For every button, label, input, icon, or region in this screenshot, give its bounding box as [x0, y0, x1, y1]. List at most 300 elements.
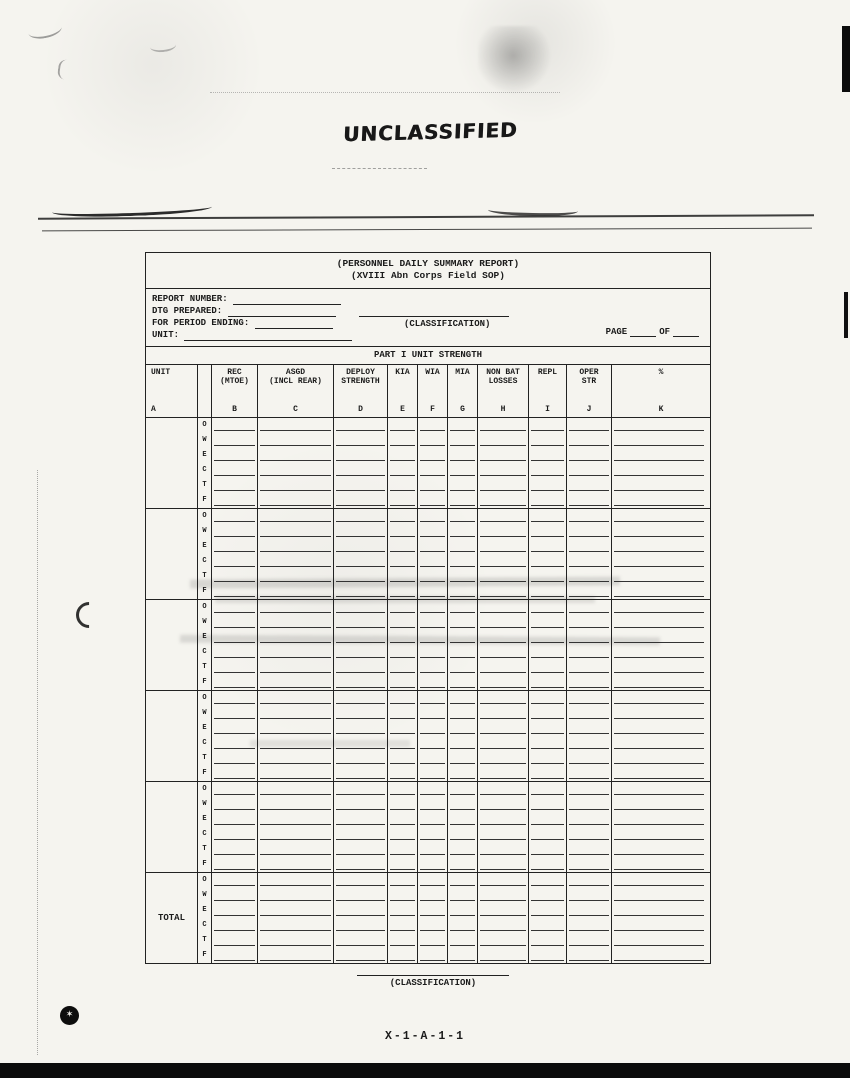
blank-entry-line: [214, 627, 255, 628]
blank-entry-cell: [448, 539, 478, 554]
blank-entry-line: [531, 900, 564, 901]
blank-entry-cell: [258, 691, 334, 706]
blank-entry-cell: [567, 539, 612, 554]
strength-row-group: [146, 782, 710, 873]
blank-entry-cell: [529, 691, 567, 706]
blank-entry-cell: [529, 478, 567, 493]
blank-entry-cell: [388, 615, 418, 630]
blank-entry-line: [480, 748, 526, 749]
blank-entry-cell: [448, 600, 478, 615]
blank-entry-cell: [567, 751, 612, 766]
page-label: PAGE: [605, 327, 628, 337]
blank-entry-line: [480, 642, 526, 643]
blank-entry-line: [420, 642, 445, 643]
blank-entry-cell: [567, 857, 612, 872]
blank-entry-cell: [478, 493, 529, 508]
blank-entry-cell: [567, 463, 612, 478]
blank-entry-cell: [212, 706, 258, 721]
blank-entry-line: [260, 763, 331, 764]
blank-entry-cell: [448, 933, 478, 948]
blank-entry-line: [480, 445, 526, 446]
blank-entry-line: [260, 930, 331, 931]
blank-entry-line: [569, 687, 609, 688]
blank-entry-cell: [448, 584, 478, 599]
dtg-prepared-blank: [228, 308, 336, 317]
blank-entry-cell: [612, 812, 710, 827]
blank-entry-cell: [388, 478, 418, 493]
blank-entry-line: [420, 687, 445, 688]
blank-entry-cell: [334, 827, 388, 842]
blank-entry-cell: [212, 554, 258, 569]
blank-entry-cell: [418, 615, 448, 630]
blank-entry-cell: [448, 797, 478, 812]
blank-entry-line: [569, 581, 609, 582]
blank-entry-cell: [418, 903, 448, 918]
category-letter: E: [198, 812, 212, 827]
blank-entry-cell: [478, 539, 529, 554]
blank-entry-line: [450, 900, 475, 901]
column-header-a: [146, 365, 198, 417]
blank-entry-line: [214, 748, 255, 749]
page-fold-line: [37, 470, 38, 1055]
blank-entry-line: [214, 778, 255, 779]
blank-entry-cell: [448, 569, 478, 584]
blank-entry-line: [531, 703, 564, 704]
blank-entry-line: [214, 718, 255, 719]
blank-entry-cell: [258, 842, 334, 857]
blank-entry-cell: [612, 797, 710, 812]
period-ending-blank: [255, 320, 333, 329]
blank-entry-line: [450, 596, 475, 597]
blank-entry-cell: [612, 600, 710, 615]
blank-entry-line: [260, 687, 331, 688]
footer-classification-text: (CLASSIFICATION): [389, 978, 477, 988]
blank-entry-cell: [418, 539, 448, 554]
blank-entry-cell: [418, 827, 448, 842]
report-number-blank: [233, 296, 341, 305]
blank-entry-cell: [418, 933, 448, 948]
category-letter: C: [198, 645, 212, 660]
blank-entry-line: [390, 642, 415, 643]
blank-entry-line: [614, 475, 704, 476]
blank-entry-line: [420, 885, 445, 886]
blank-entry-line: [260, 581, 331, 582]
blank-entry-cell: [478, 736, 529, 751]
blank-entry-line: [420, 596, 445, 597]
blank-entry-cell: [258, 933, 334, 948]
blank-entry-cell: [334, 418, 388, 433]
category-letter: E: [198, 630, 212, 645]
category-letter: O: [198, 873, 212, 888]
blank-entry-line: [569, 521, 609, 522]
blank-entry-cell: [567, 948, 612, 963]
blank-entry-line: [614, 930, 704, 931]
column-header-i: [529, 365, 567, 417]
blank-entry-cell: [418, 660, 448, 675]
blank-entry-line: [531, 430, 564, 431]
blank-entry-line: [531, 778, 564, 779]
of-label: OF: [659, 327, 670, 337]
blank-entry-line: [420, 748, 445, 749]
blank-entry-cell: [612, 842, 710, 857]
blank-entry-line: [531, 763, 564, 764]
blank-entry-cell: [418, 493, 448, 508]
blank-entry-cell: [334, 539, 388, 554]
blank-entry-line: [614, 885, 704, 886]
blank-entry-cell: [529, 721, 567, 736]
blank-entry-cell: [478, 691, 529, 706]
blank-entry-line: [390, 869, 415, 870]
blank-entry-cell: [388, 933, 418, 948]
part-one-title: PART I UNIT STRENGTH: [146, 347, 710, 365]
column-header-d: [334, 365, 388, 417]
blank-entry-line: [531, 536, 564, 537]
blank-entry-cell: [212, 584, 258, 599]
blank-entry-line: [480, 551, 526, 552]
blank-entry-cell: [448, 827, 478, 842]
blank-entry-line: [336, 521, 385, 522]
blank-entry-cell: [212, 857, 258, 872]
blank-entry-line: [480, 672, 526, 673]
blank-entry-cell: [567, 842, 612, 857]
blank-entry-cell: [258, 888, 334, 903]
category-letter: C: [198, 463, 212, 478]
blank-entry-cell: [448, 645, 478, 660]
blank-entry-cell: [258, 827, 334, 842]
blank-entry-line: [260, 824, 331, 825]
blank-entry-cell: [529, 569, 567, 584]
blank-entry-line: [480, 930, 526, 931]
blank-entry-cell: [478, 584, 529, 599]
blank-entry-cell: [212, 797, 258, 812]
blank-entry-line: [214, 733, 255, 734]
blank-entry-cell: [388, 736, 418, 751]
blank-entry-line: [569, 824, 609, 825]
blank-entry-cell: [388, 873, 418, 888]
column-header-name: KIA: [395, 368, 410, 377]
blank-entry-line: [531, 596, 564, 597]
category-letter: F: [198, 948, 212, 963]
blank-entry-line: [614, 809, 704, 810]
blank-entry-line: [450, 945, 475, 946]
blank-entry-line: [531, 612, 564, 613]
strength-row-group: [146, 418, 710, 509]
blank-entry-cell: [448, 660, 478, 675]
blank-entry-cell: [418, 706, 448, 721]
blank-entry-cell: [478, 766, 529, 781]
blank-entry-line: [336, 885, 385, 886]
column-code-letter: G: [460, 405, 465, 414]
blank-entry-cell: [388, 418, 418, 433]
blank-entry-cell: [418, 448, 448, 463]
blank-entry-line: [260, 839, 331, 840]
column-header-name: UNIT: [151, 368, 171, 377]
blank-entry-cell: [448, 554, 478, 569]
blank-entry-cell: [388, 842, 418, 857]
blank-entry-line: [569, 869, 609, 870]
blank-entry-line: [531, 839, 564, 840]
blank-entry-line: [531, 627, 564, 628]
blank-entry-line: [480, 566, 526, 567]
blank-entry-cell: [529, 812, 567, 827]
blank-entry-line: [531, 733, 564, 734]
blank-entry-cell: [529, 524, 567, 539]
blank-entry-cell: [567, 630, 612, 645]
blank-entry-line: [480, 854, 526, 855]
blank-entry-line: [614, 566, 704, 567]
blank-entry-line: [569, 960, 609, 961]
blank-entry-cell: [478, 706, 529, 721]
blank-entry-line: [260, 475, 331, 476]
blank-entry-cell: [567, 766, 612, 781]
blank-entry-line: [569, 733, 609, 734]
blank-entry-line: [531, 566, 564, 567]
blank-entry-line: [480, 505, 526, 506]
blank-entry-cell: [212, 691, 258, 706]
form-title-line1: (PERSONNEL DAILY SUMMARY REPORT): [336, 258, 520, 269]
blank-entry-line: [614, 915, 704, 916]
blank-entry-cell: [567, 509, 612, 524]
blank-entry-cell: [334, 691, 388, 706]
blank-entry-line: [531, 505, 564, 506]
blank-entry-cell: [567, 478, 612, 493]
blank-entry-cell: [388, 675, 418, 690]
blank-entry-line: [336, 748, 385, 749]
blank-entry-line: [569, 930, 609, 931]
blank-entry-line: [420, 869, 445, 870]
scan-smudge: [478, 26, 556, 100]
blank-entry-cell: [334, 933, 388, 948]
blank-entry-cell: [388, 493, 418, 508]
blank-entry-cell: [212, 675, 258, 690]
blank-entry-cell: [258, 524, 334, 539]
column-header-g: [448, 365, 478, 417]
blank-entry-cell: [212, 539, 258, 554]
blank-entry-line: [336, 824, 385, 825]
blank-entry-line: [450, 778, 475, 779]
blank-entry-cell: [448, 691, 478, 706]
blank-entry-cell: [388, 539, 418, 554]
column-code-letter: B: [232, 405, 237, 414]
blank-entry-cell: [529, 418, 567, 433]
blank-entry-cell: [388, 524, 418, 539]
blank-entry-line: [390, 657, 415, 658]
blank-entry-cell: [529, 615, 567, 630]
blank-entry-cell: [567, 675, 612, 690]
blank-entry-line: [420, 672, 445, 673]
blank-entry-cell: [448, 842, 478, 857]
blank-entry-cell: [529, 888, 567, 903]
blank-entry-cell: [529, 660, 567, 675]
blank-entry-cell: [418, 463, 448, 478]
blank-entry-cell: [334, 645, 388, 660]
blank-entry-line: [569, 566, 609, 567]
blank-entry-cell: [478, 478, 529, 493]
blank-entry-cell: [388, 857, 418, 872]
category-letter: W: [198, 433, 212, 448]
blank-entry-line: [614, 839, 704, 840]
blank-entry-line: [480, 627, 526, 628]
blank-entry-cell: [258, 433, 334, 448]
blank-entry-line: [569, 596, 609, 597]
blank-entry-cell: [478, 948, 529, 963]
column-header-e: [388, 365, 418, 417]
blank-entry-line: [336, 505, 385, 506]
blank-entry-cell: [529, 463, 567, 478]
blank-entry-cell: [448, 706, 478, 721]
blank-entry-cell: [529, 842, 567, 857]
category-letter: O: [198, 691, 212, 706]
blank-entry-cell: [258, 660, 334, 675]
blank-entry-line: [214, 885, 255, 886]
blank-entry-line: [260, 778, 331, 779]
blank-entry-line: [260, 490, 331, 491]
blank-entry-cell: [212, 493, 258, 508]
blank-entry-line: [480, 596, 526, 597]
blank-entry-line: [260, 945, 331, 946]
blank-entry-cell: [418, 630, 448, 645]
blank-entry-cell: [258, 706, 334, 721]
blank-entry-line: [569, 445, 609, 446]
blank-entry-line: [531, 657, 564, 658]
blank-entry-line: [569, 627, 609, 628]
blank-entry-cell: [448, 509, 478, 524]
blank-entry-cell: [418, 584, 448, 599]
blank-entry-cell: [334, 615, 388, 630]
unit-label: UNIT:: [152, 330, 180, 340]
blank-entry-cell: [478, 660, 529, 675]
blank-entry-cell: [334, 873, 388, 888]
blank-entry-line: [569, 612, 609, 613]
blank-entry-line: [531, 930, 564, 931]
horizontal-rule: [38, 214, 814, 219]
blank-entry-cell: [258, 857, 334, 872]
blank-entry-line: [260, 445, 331, 446]
blank-entry-line: [420, 718, 445, 719]
blank-entry-line: [260, 505, 331, 506]
category-letter: E: [198, 448, 212, 463]
column-code-letter: A: [151, 405, 156, 414]
unit-name-cell: [146, 600, 198, 690]
blank-entry-cell: [258, 493, 334, 508]
blank-entry-cell: [478, 827, 529, 842]
blank-entry-line: [450, 869, 475, 870]
blank-entry-line: [390, 475, 415, 476]
blank-entry-line: [390, 581, 415, 582]
blank-entry-cell: [478, 888, 529, 903]
blank-entry-cell: [478, 554, 529, 569]
blank-entry-line: [614, 703, 704, 704]
blank-entry-line: [214, 642, 255, 643]
blank-entry-line: [569, 748, 609, 749]
blank-entry-line: [450, 521, 475, 522]
blank-entry-line: [420, 703, 445, 704]
blank-entry-line: [260, 854, 331, 855]
blank-entry-cell: [612, 948, 710, 963]
blank-entry-cell: [212, 418, 258, 433]
blank-entry-line: [450, 748, 475, 749]
category-letter: T: [198, 478, 212, 493]
category-letter: W: [198, 524, 212, 539]
blank-entry-cell: [258, 812, 334, 827]
pencil-mark: [57, 59, 80, 82]
blank-entry-line: [569, 763, 609, 764]
blank-entry-cell: [567, 918, 612, 933]
blank-entry-line: [614, 460, 704, 461]
blank-entry-cell: [258, 584, 334, 599]
blank-entry-line: [614, 596, 704, 597]
pencil-mark: [27, 19, 64, 42]
blank-entry-cell: [334, 600, 388, 615]
blank-entry-line: [569, 536, 609, 537]
blank-entry-cell: [478, 857, 529, 872]
blank-entry-line: [390, 627, 415, 628]
blank-entry-line: [260, 430, 331, 431]
blank-entry-line: [336, 627, 385, 628]
blank-entry-cell: [448, 812, 478, 827]
blank-entry-line: [614, 490, 704, 491]
blank-entry-cell: [334, 751, 388, 766]
blank-entry-line: [214, 490, 255, 491]
scan-edge-mark: [842, 26, 850, 92]
category-letter: C: [198, 918, 212, 933]
blank-entry-line: [214, 809, 255, 810]
blank-entry-line: [450, 930, 475, 931]
blank-entry-cell: [418, 948, 448, 963]
blank-entry-line: [614, 627, 704, 628]
blank-entry-line: [420, 551, 445, 552]
blank-entry-line: [420, 430, 445, 431]
blank-entry-line: [336, 900, 385, 901]
blank-entry-line: [450, 566, 475, 567]
strength-row-group: [146, 600, 710, 691]
blank-entry-line: [420, 612, 445, 613]
blank-entry-line: [390, 612, 415, 613]
blank-entry-cell: [258, 675, 334, 690]
blank-entry-cell: [258, 782, 334, 797]
blank-entry-line: [480, 687, 526, 688]
blank-entry-cell: [388, 630, 418, 645]
blank-entry-line: [214, 900, 255, 901]
blank-entry-cell: [529, 554, 567, 569]
blank-entry-cell: [258, 948, 334, 963]
blank-entry-line: [390, 960, 415, 961]
blank-entry-cell: [567, 493, 612, 508]
blank-entry-line: [450, 430, 475, 431]
report-number-label: REPORT NUMBER:: [152, 294, 228, 304]
blank-entry-cell: [418, 812, 448, 827]
blank-entry-line: [214, 960, 255, 961]
blank-entry-line: [614, 672, 704, 673]
blank-entry-cell: [334, 660, 388, 675]
blank-entry-line: [260, 536, 331, 537]
blank-entry-line: [390, 824, 415, 825]
blank-entry-line: [420, 945, 445, 946]
blank-entry-line: [569, 475, 609, 476]
blank-entry-line: [390, 566, 415, 567]
blank-entry-cell: [448, 766, 478, 781]
blank-entry-line: [260, 672, 331, 673]
blank-entry-line: [480, 430, 526, 431]
blank-entry-cell: [612, 524, 710, 539]
blank-entry-line: [569, 657, 609, 658]
blank-entry-line: [531, 915, 564, 916]
blank-entry-line: [336, 945, 385, 946]
blank-entry-line: [214, 521, 255, 522]
blank-entry-cell: [334, 524, 388, 539]
blank-entry-line: [480, 612, 526, 613]
blank-entry-line: [214, 945, 255, 946]
